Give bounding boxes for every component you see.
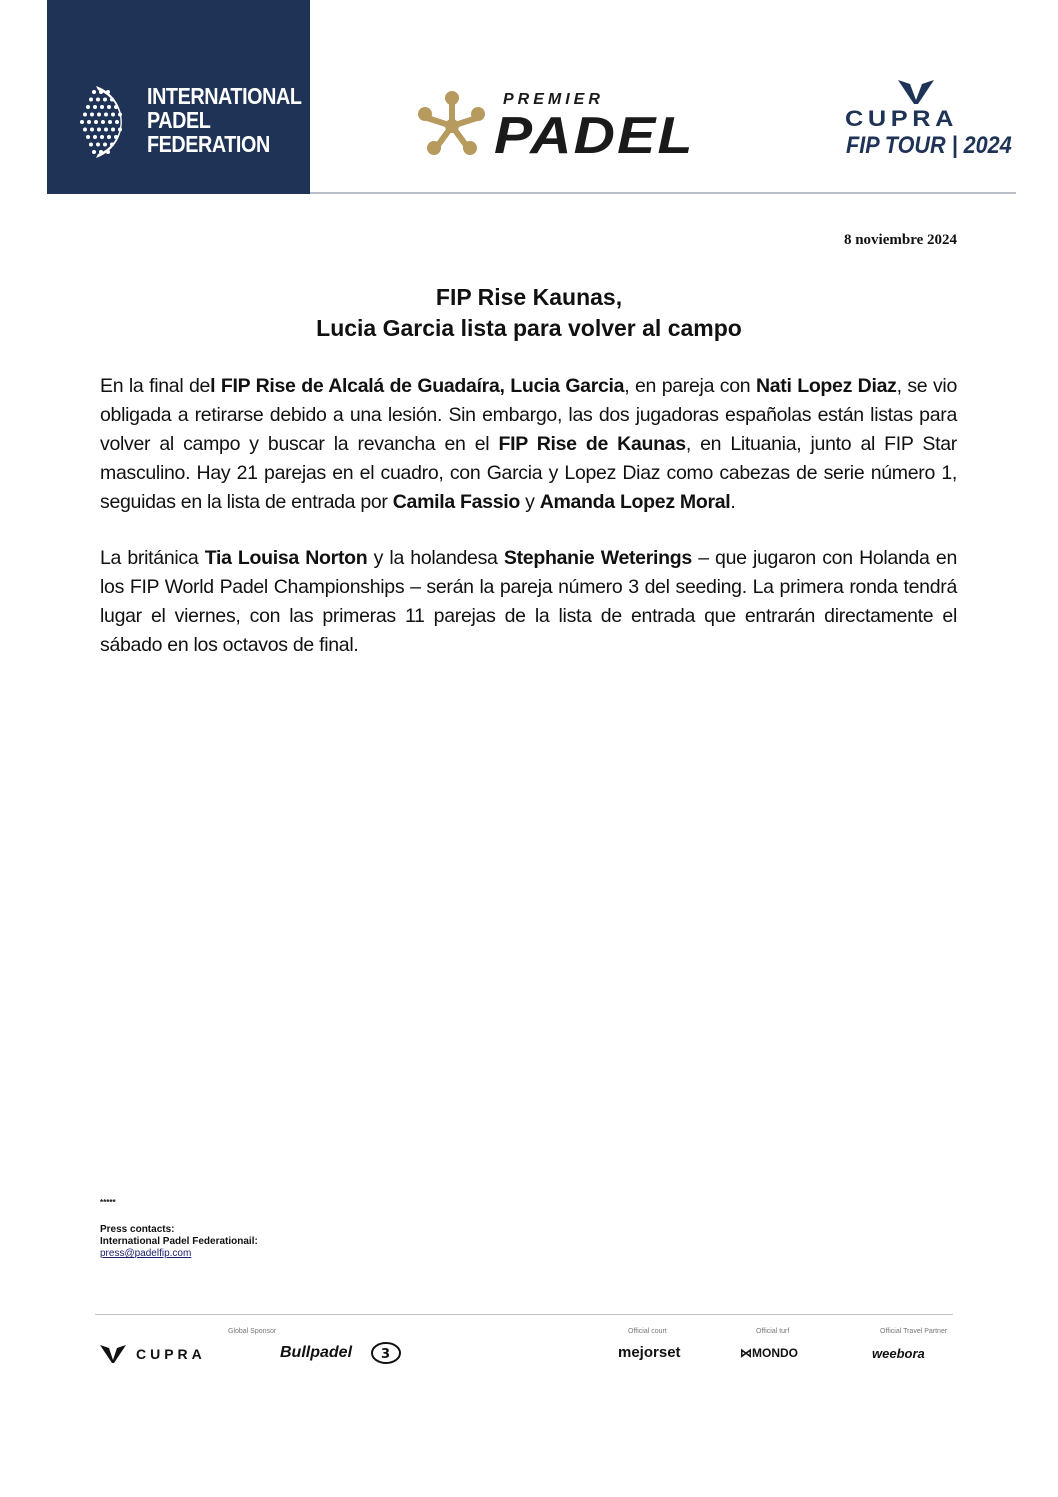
- document-title: [0, 282, 1058, 344]
- press-contacts: [100, 1224, 258, 1260]
- travel-sponsor-label: Official Travel Partner: [880, 1328, 948, 1335]
- ipf-ball-icon: [76, 82, 136, 162]
- cupra-wordmark: CUPRA: [845, 106, 958, 131]
- p2-bold-1: Tia Louisa Norton: [204, 547, 368, 569]
- title-line-2: Lucia Garcia lista para volver al campo: [316, 315, 742, 341]
- padel-label: PADEL: [494, 107, 695, 165]
- p1-text-5: y: [520, 491, 540, 513]
- p1-text-1: En la final de: [100, 375, 211, 397]
- p1-bold-4: Camila Fassio: [392, 491, 520, 513]
- document-date: 8 noviembre 2024: [843, 232, 957, 248]
- p1-text-6: .: [730, 491, 736, 513]
- ipf-line-2: PADEL: [147, 107, 211, 133]
- ipf-line-3: FEDERATION: [147, 131, 270, 157]
- footer-divider: [95, 1314, 953, 1315]
- title-sponsor-label: Global Sponsor: [228, 1328, 277, 1335]
- mondo-mark-icon: ⋈: [740, 1346, 752, 1360]
- mondo-sponsor-logo: [740, 1346, 798, 1360]
- p2-bold-2: Stephanie Weterings: [503, 547, 692, 569]
- bullpadel-sponsor-logo: Bullpadel: [280, 1344, 353, 1361]
- premier-label: PREMIER: [503, 91, 604, 108]
- p1-text-4: , en Lituania, junto al FIP Star masculino. Hay 21 parejas en el cuadro, con Garcia y Lopez Diaz como cabezas de serie número 1, seguidas en la lista de entrada por: [100, 433, 957, 513]
- title-line-1: FIP Rise Kaunas,: [435, 284, 623, 310]
- turf-sponsor-label: Official turf: [756, 1328, 790, 1335]
- press-email-link[interactable]: press@padelfip.com: [100, 1248, 192, 1259]
- cupra-sponsor-icon: [100, 1345, 126, 1363]
- press-contacts-label: Press contacts:: [100, 1224, 175, 1235]
- p2-text-2: y la holandesa: [367, 547, 504, 569]
- press-org-line: International Padel Federationail:: [100, 1236, 258, 1247]
- mondo-sponsor-text: MONDO: [752, 1346, 798, 1360]
- ipf-wordmark: [147, 84, 301, 156]
- p2-text-1: La británica: [100, 547, 205, 569]
- court-sponsor-label: Official court: [628, 1328, 667, 1335]
- mejorset-sponsor-logo: mejorset: [618, 1344, 681, 1361]
- premier-padel-flower-icon: [416, 90, 488, 162]
- paragraph-2: [100, 544, 957, 660]
- p1-bold-5: Amanda Lopez Moral: [539, 491, 731, 513]
- cupra-sponsor-logo: CUPRA: [136, 1346, 206, 1362]
- p1-bold-3: FIP Rise de Kaunas: [498, 433, 686, 455]
- ipf-line-1: INTERNATIONAL: [147, 83, 302, 109]
- cupra-logo-icon: [898, 80, 934, 104]
- weebora-sponsor-logo: weebora: [872, 1346, 925, 1361]
- p2-text-3: – que jugaron con Holanda en los FIP World Padel Championships – serán la pareja número 3 del seeding. La primera ronda tendrá lugar el viernes, con las primeras 11 parejas de la lista de entrada que entrarán directamente el sábado en los octavos de final.: [100, 547, 957, 656]
- p1-text-2: , en pareja con: [624, 375, 756, 397]
- paragraph-1: [100, 372, 957, 517]
- separator-stars: *****: [100, 1198, 116, 1207]
- p1-bold-1: l FIP Rise de Alcalá de Guadaíra, Lucia Garcia: [210, 375, 625, 397]
- svg-text:3: 3: [381, 1347, 391, 1362]
- fip-tour-label: FIP TOUR | 2024: [846, 132, 1012, 159]
- p1-bold-2: Nati Lopez Diaz: [755, 375, 897, 397]
- header-divider: [310, 192, 1016, 194]
- p1-text-3: , se vio obligada a retirarse debido a una lesión. Sin embargo, las dos jugadoras españolas están listas para volver al campo y buscar la revancha en el: [100, 375, 957, 455]
- bullpadel-badge-icon: [371, 1342, 401, 1364]
